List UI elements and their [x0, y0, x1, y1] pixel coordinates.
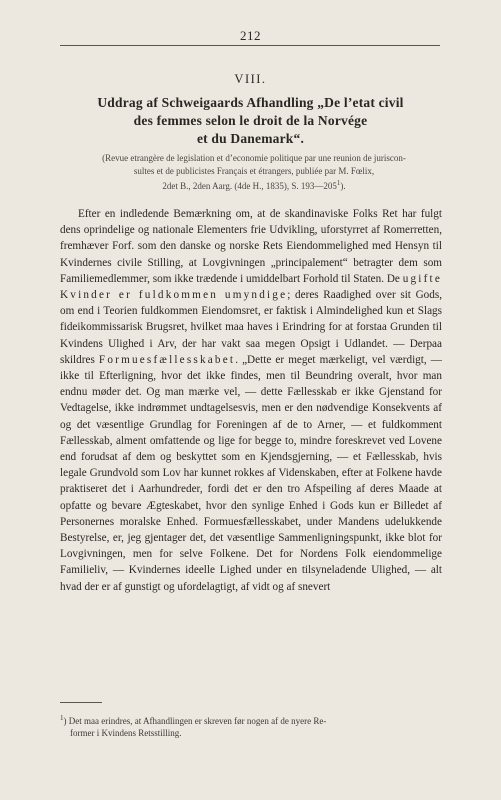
- emphasis-ugifte: ugifte Kvinder er fuldkommen umyndige: [60, 272, 442, 302]
- footnote-reference: 1: [336, 179, 341, 187]
- footnote-line-2: former i Kvindens Retsstilling.: [70, 728, 182, 738]
- page-number: 212: [240, 28, 261, 43]
- body-text-part-3: . „Dette er meget mærkeligt, vel værdigt, — ikke til Efterligning, hvor det ikke findes, men til Beundring overalt, hvor man endnu møder det. Og man mærke vel, — dette Fællesskab er ikke Gjenstand for Vedtagelse, ikke indrømmet undtagelsesvis, men er den nødvendige Konsekvents af og det væsentlige Grundlag for Foreningen af de to Arner, — et fuldkomment Fællesskab, alment omfattende og lige for begge to, mindre foreskrevet ved Lovene end forudsat af dem og beskyttet som en Kjendsgjerning, — et Fællesskab, hvis legale Grundvold som Lov har kunnet rokkes af Videnskaben, efter at Folkene havde praktiseret det i Aarhundreder, fordi det er den tro Afspeiling af deres Maade at opfatte og bevare Ægteskabet, hvor den synlige Enhed i Gods kun er Billedet af Personernes moralske Enhed. Formuesfællesskabet, under Mandens udelukkende Bestyrelse, er, jeg gjentager det, det væsentlige Sammenligningspunkt, ikke blot for Lovgivningen, men for selve Folkene. Det for Nordens Folk eiendommelige Familieliv, — Kvindernes ideelle Lighed under en tilsyneladende Ulighed, — alt hvad der er af gunstigt og ufordelagtigt, af vidt og af snevert: [60, 353, 442, 593]
- title-line-2: des femmes selon le droit de la Norvége: [133, 113, 368, 128]
- source-line-3: [78, 177, 430, 193]
- body-text-part-1: Efter en indledende Bemærkning om, at de skandinaviske Folks Ret har fulgt dens oprindelige og nationale Elementers frie Udvikling, uforstyrret af Romerretten, fremhæver Forf. som den danske og norske Rets Eiendommelighed med Hensyn til Kvindernes civile Stilling, at Lovgivningen „principalement“ betragter dem som Familiemedlemmer, som ikke trædende i umiddelbart Forhold til Staten. De: [60, 208, 442, 285]
- title-line-1: Uddrag af Schweigaards Afhandling „De l’etat civil: [97, 95, 404, 110]
- source-citation: [78, 152, 430, 193]
- footnote-marker: 1: [60, 714, 64, 722]
- header-rule: [60, 45, 440, 46]
- source-line-3-text: 2det B., 2den Aarg. (4de H., 1835), S. 193—205: [162, 181, 337, 191]
- article-title: [60, 94, 441, 148]
- source-line-3-end: ).: [340, 181, 346, 191]
- emphasis-formuesfaellesskabet: Formuesfællesskabet: [98, 353, 236, 366]
- footnote-line-1-text: ) Det maa erindres, at Afhandlingen er skreven før nogen af de nyere Re-: [63, 716, 327, 726]
- footnote-rule: [60, 702, 102, 703]
- section-number: VIII.: [234, 72, 267, 86]
- body-text-part-2: ; deres Raadighed over sit Gods, om end i Teorien fuldkommen Eiendomsret, er faktisk i Almindelighed kun et Slags fideikommissarisk Brugsret, hvilket maa haves i Erindring for at forstaa Grunden til Kvindens Ulighed i Arv, der har vakt saa megen Opsigt i Udlandet. — Derpaa skildres: [60, 289, 442, 366]
- title-line-3: et du Danemark“.: [196, 131, 305, 146]
- footnote: [60, 712, 442, 739]
- source-line-2: sultes et de publicistes Français et étrangers, publiée par M. Fœlix,: [133, 165, 375, 176]
- footnote-line-1: [60, 716, 326, 726]
- body-paragraph: [60, 206, 442, 595]
- source-line-1: (Revue etrangère de legislation et d’economie politique par une reunion de juriscon-: [102, 153, 406, 163]
- body-text: [60, 206, 442, 595]
